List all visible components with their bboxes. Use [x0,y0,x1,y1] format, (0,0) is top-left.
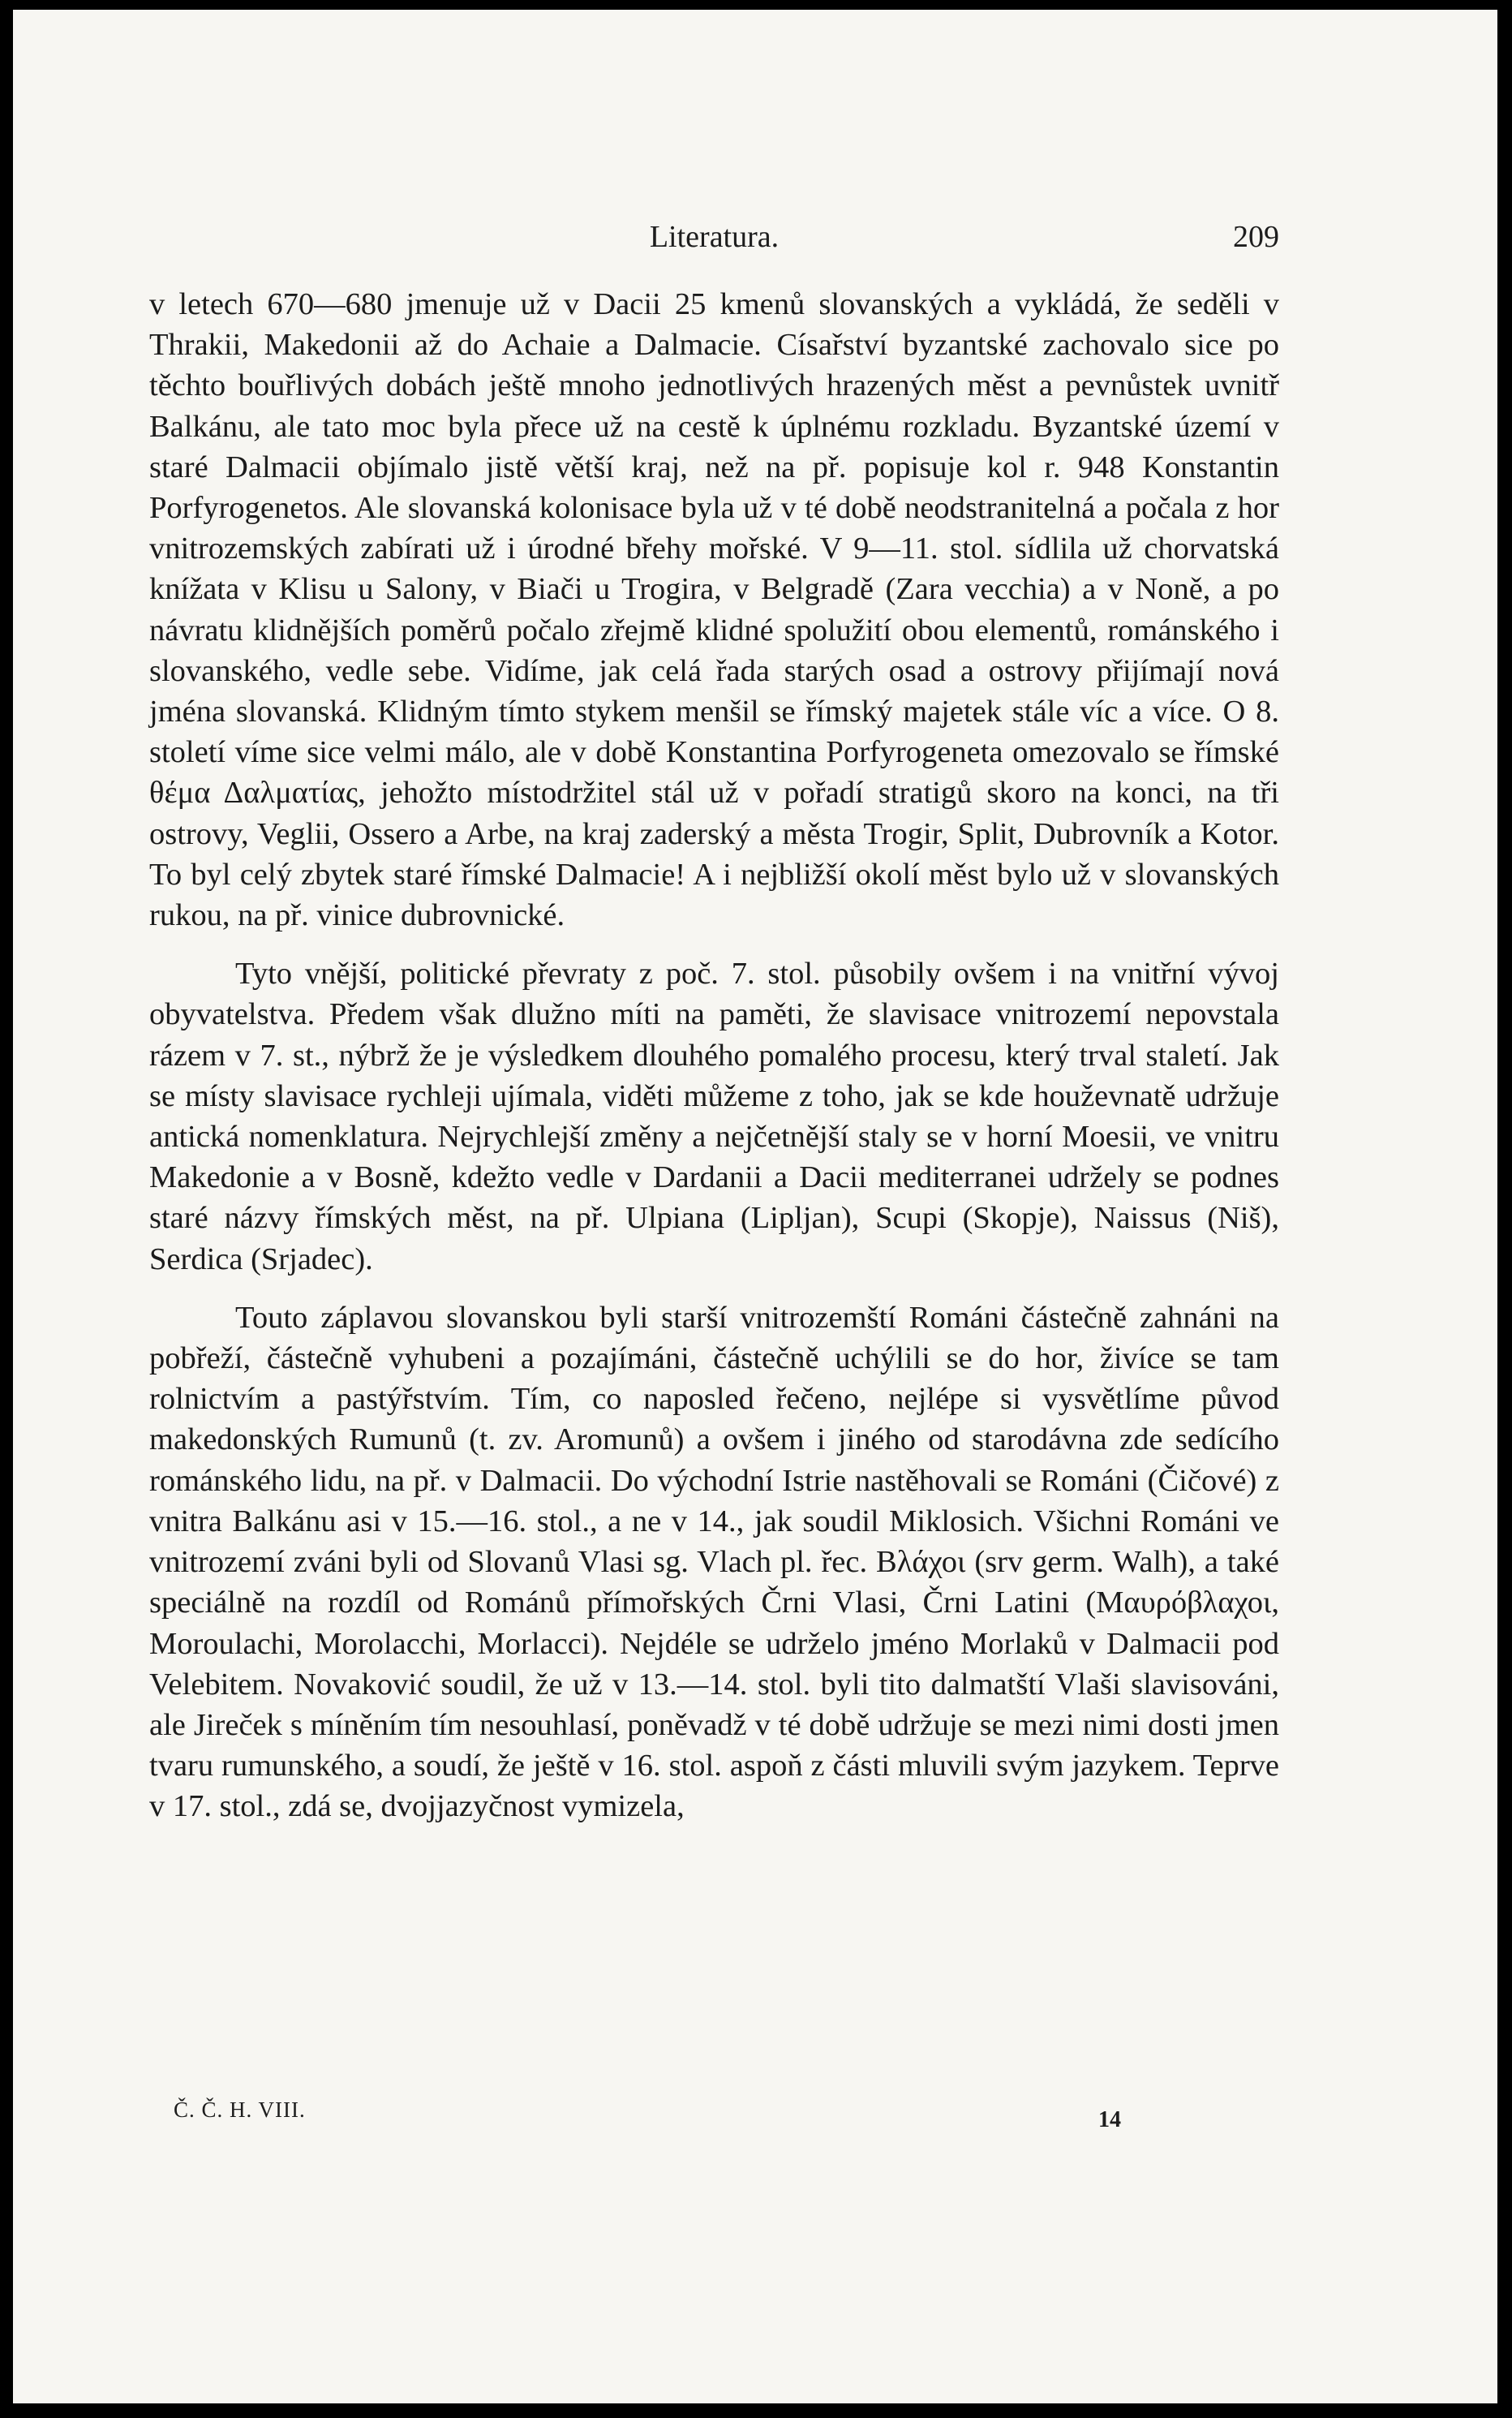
page-header [149,219,1279,260]
running-title: Literatura. [649,220,780,254]
page-footer [149,2097,1279,2146]
paragraph-2: Tyto vnější, politické převraty z poč. 7. stol. působily ovšem i na vnitřní vývoj obyvatelstva. Předem však dlužno míti na paměti, že slavisace vnitrozemí nepovstala rázem v 7. st., nýbrž že je výsledkem dlouhého pomalého procesu, který trval staletí. Jak se místy slavisace rychleji ujímala, viděti můžeme z toho, jak se kde houževnatě udržuje antická nomenklatura. Nejrychlejší změny a nejčetnější staly se v horní Moesii, ve vnitru Makedonie a v Bosně, kdežto vedle v Dardanii a Dacii mediterranei udržely se podnes staré názvy římských měst, na př. Ulpiana (Lipljan), Scupi (Skopje), Naissus (Niš), Serdica (Srjadec). [149,957,1279,1276]
signature-mark: 14 [1098,2107,1121,2132]
paragraph-1: v letech 670—680 jmenuje už v Dacii 25 kmenů slovanských a vykládá, že seděli v Thrakii, Makedonii až do Achaie a Dalmacie. Císařství byzantské zachovalo sice po těchto bouřlivých dobách ještě mnoho jednotlivých hrazených měst a pevnůstek uvnitř Balkánu, ale tato moc byla přece už na cestě k úplnému rozkladu. Byzantské území v staré Dalmacii objímalo jistě větší kraj, než na př. popisuje kol r. 948 Konstantin Porfyrogenetos. Ale slovanská kolonisace byla už v té době neodstranitelná a počala z hor vnitrozemských zabírati už i úrodné břehy mořské. V 9—11. stol. sídlila už chorvatská knížata v Klisu u Salony, v Biači u Trogira, v Belgradě (Zara vecchia) a v Noně, a po návratu klidnějších poměrů počalo zřejmě klidné spolužití obou elementů, románského i slovanského, vedle sebe. Vidíme, jak celá řada starých osad a ostrovy přijímají nová jména slovanská. Klidným tímto stykem menšil se římský majetek stále víc a více. O 8. století víme sice velmi málo, ale v době Konstantina Porfyrogeneta omezovalo se římské θέμα Δαλματίας, jehožto místodržitel stál už v pořadí stratigů skoro na konci, na tři ostrovy, Veglii, Ossero a Arbe, na kraj zaderský a města Trogir, Split, Dubrovník a Kotor. To byl celý zbytek staré římské Dalmacie! A i nejbližší okolí měst bylo už v slovanských rukou, na př. vinice dubrovnické. [149,287,1279,933]
paragraph-3: Touto záplavou slovanskou byli starší vnitrozemští Románi částečně zahnáni na pobřeží, částečně vyhubeni a pozajímáni, částečně uchýlili se do hor, živíce se tam rolnictvím a pastýřstvím. Tím, co naposled řečeno, nejlépe si vysvětlíme původ makedonských Rumunů (t. zv. Aromunů) a ovšem i jiného od starodávna zde sedícího románského lidu, na př. v Dalmacii. Do východní Istrie nastěhovali se Románi (Čičové) z vnitra Balkánu asi v 15.—16. stol., a ne v 14., jak soudil Miklosich. Všichni Románi ve vnitrozemí zváni byli od Slovanů Vlasi sg. Vlach pl. řec. Βλάχοι (srv germ. Walh), a také speciálně na rozdíl od Románů přímořských Črni Vlasi, Črni Latini (Μαυρόβλαχοι, Moroulachi, Morolacchi, Morlacci). Nejdéle se udrželo jméno Morlaků v Dalmacii pod Velebitem. Novaković soudil, že už v 13.—14. stol. byli tito dalmatští Vlaši slavisováni, ale Jireček s míněním tím nesouhlasí, poněvadž v té době udržuje se mezi nimi dosti jmen tvaru rumunského, a soudí, že ještě v 16. stol. aspoň z části mluvili svým jazykem. Teprve v 17. stol., zdá se, dvojjazyčnost vymizela, [149,1300,1279,1824]
book-page [13,10,1497,2403]
page-number: 209 [1233,220,1279,254]
printer-signature: Č. Č. H. VIII. [174,2097,306,2122]
body-text [149,284,1279,1845]
